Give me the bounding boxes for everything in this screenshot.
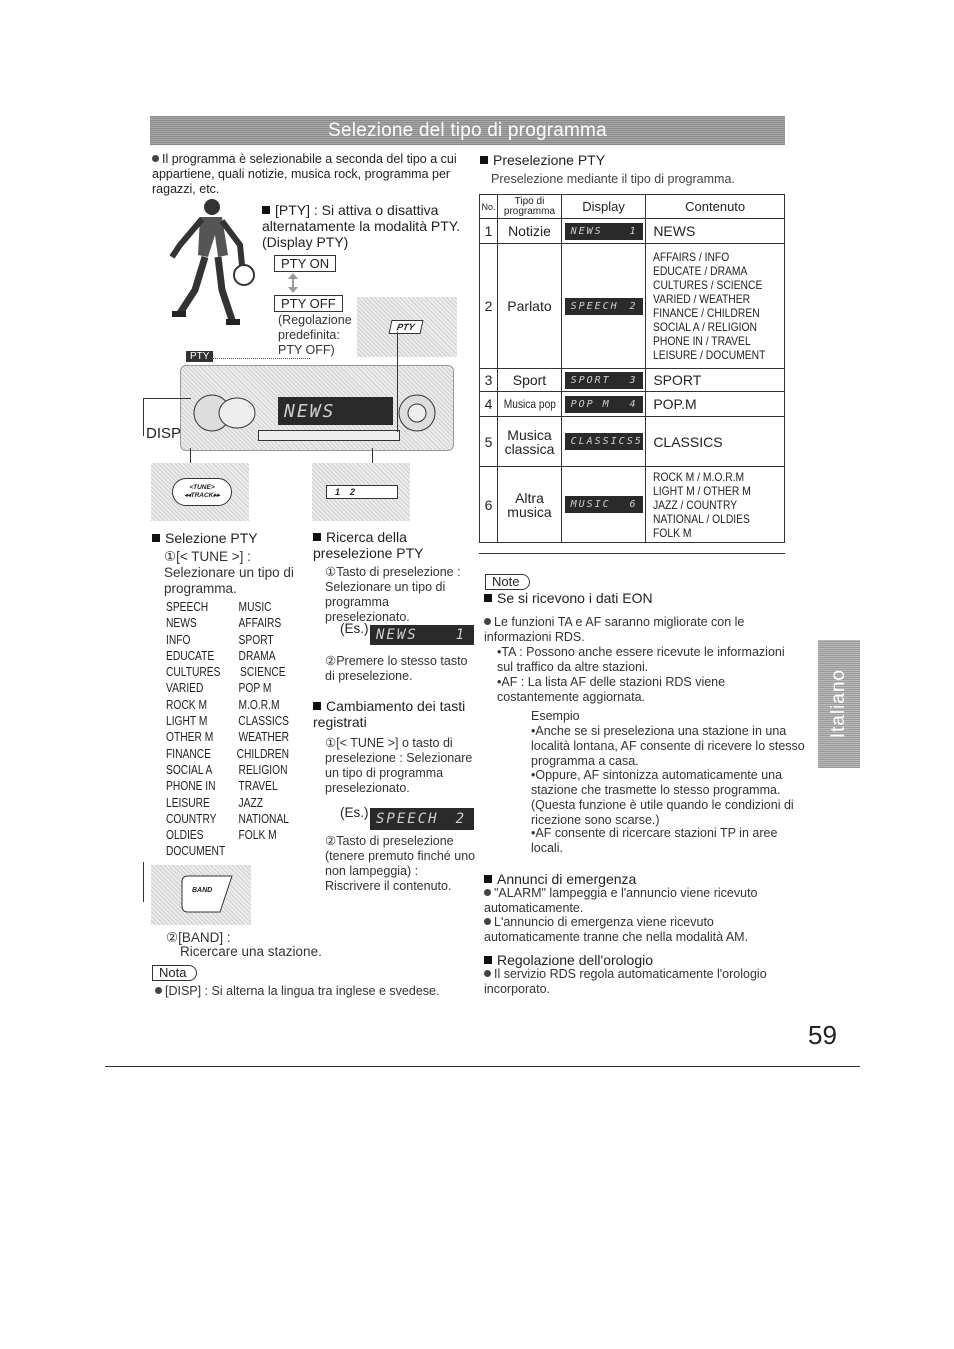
display-lcd — [565, 223, 643, 240]
arrow-icon — [218, 632, 239, 648]
pty-sequence-item: TRAVEL — [238, 779, 278, 794]
basketball-player-illustration — [160, 195, 260, 330]
pty-off-label: PTY OFF — [274, 295, 343, 312]
cell-no: 5 — [480, 417, 498, 467]
emergenza-2: L'annuncio di emergenza viene ricevuto automaticamente tranne che nella modalità AM. — [484, 915, 749, 944]
display-lcd — [565, 433, 643, 450]
contenuto-item: JAZZ / COUNTRY — [653, 497, 738, 512]
tune-callout-line — [190, 448, 191, 464]
display-lcd — [565, 372, 643, 389]
pty-sequence-item: DOCUMENT — [166, 844, 226, 859]
pty-heading: [PTY] : Si attiva o disattiva alternatamente la modalità PTY. (Display PTY) — [262, 202, 472, 250]
cell-contenuto — [646, 369, 785, 392]
cell-tipo: Musica pop — [502, 392, 556, 417]
page-title-bar — [150, 116, 785, 145]
preselezione-subtitle: Preselezione mediante il tipo di programma. — [491, 172, 735, 186]
cambiamento-lcd-num: 2 — [455, 811, 466, 827]
pty-sequence-item: PHONE IN — [166, 779, 216, 794]
cambiamento-lcd-text: SPEECH — [376, 811, 439, 827]
display-lcd-num: 5 — [634, 436, 643, 447]
contenuto-item: NATIONAL / OLDIES — [653, 511, 751, 526]
pty-sequence-item: M.O.R.M — [238, 697, 280, 712]
intro-text: Il programma è selezionabile a seconda del tipo a cui appartiene, quali notizie, musica rock, programma per ragazzi, etc. — [152, 152, 457, 196]
contenuto-item: SPORT — [653, 372, 702, 388]
selezione-step1: ①[< TUNE >] : Selezionare un tipo di programma. — [164, 549, 294, 596]
disp-line — [143, 398, 191, 399]
page-number: 59 — [808, 1020, 837, 1050]
pty-key[interactable]: PTY — [389, 320, 423, 334]
orologio-text: Il servizio RDS regola automaticamente l'orologio incorporato. — [484, 967, 767, 996]
arrow-icon — [218, 762, 239, 778]
selezione-step2-text: Ricercare una stazione. — [180, 944, 322, 959]
arrow-icon — [218, 811, 238, 827]
pty-sequence-item: ROCK M — [166, 697, 207, 712]
cell-no: 4 — [480, 392, 498, 417]
pty-sequence-item: FOLK M — [238, 828, 277, 843]
pty-sequence-row — [166, 746, 289, 762]
display-lcd-text: POP M — [570, 398, 611, 410]
display-lcd-num: 1 — [629, 225, 638, 237]
cell-display — [561, 219, 645, 244]
pty-sequence-item: COUNTRY — [166, 811, 217, 826]
preset-callout-line — [372, 448, 373, 464]
display-lcd — [565, 396, 643, 413]
cell-tipo: Altra musica — [498, 467, 562, 543]
cell-no: 6 — [480, 467, 498, 543]
esempio-3: •AF consente di ricercare stazioni TP in aree locali. — [531, 826, 778, 855]
cell-contenuto — [646, 417, 785, 467]
arrow-icon — [218, 680, 239, 696]
footer-rule — [105, 1066, 860, 1067]
pty-sequence-item: EDUCATE — [166, 648, 215, 663]
pty-sequence-item: VARIED — [166, 681, 204, 696]
band-key-icon[interactable] — [180, 874, 240, 914]
pty-sequence-row — [166, 632, 289, 648]
contenuto-item: CLASSICS — [653, 433, 723, 450]
pty-sequence-item: AFFAIRS — [238, 616, 282, 631]
pty-sequence-item: OLDIES — [166, 828, 204, 843]
pty-sequence-item: WEATHER — [238, 730, 289, 745]
display-lcd — [565, 298, 643, 315]
pty-sequence-item: NATIONAL — [238, 811, 289, 826]
table-bottom-rule — [479, 553, 785, 554]
esempio-label: Esempio — [531, 709, 580, 723]
cell-tipo: Musica classica — [498, 417, 562, 467]
table-header-row — [480, 195, 785, 219]
nota-label: Nota — [152, 965, 197, 981]
pty-sequence-item: FINANCE — [166, 746, 211, 761]
pty-sequence-list — [166, 599, 316, 860]
display-lcd-num: 2 — [629, 300, 638, 312]
volume-knob-icon[interactable] — [192, 388, 262, 438]
radio-lcd-display: NEWS — [278, 397, 393, 425]
bullet-icon — [484, 918, 491, 925]
selezione-heading: Selezione PTY — [152, 530, 258, 546]
cell-no: 2 — [480, 244, 498, 369]
disp-line-vertical — [143, 398, 144, 436]
pty-sequence-item: POP M — [238, 681, 272, 696]
pty-sequence-item: CHILDREN — [236, 746, 289, 761]
contenuto-item: SOCIAL A / RELIGION — [653, 320, 758, 334]
bullet-icon — [484, 970, 491, 977]
display-lcd-text: SPEECH — [570, 300, 619, 312]
pty-callout-line — [397, 332, 398, 432]
pty-sequence-item: LIGHT M — [166, 714, 208, 729]
ricerca-es-label: (Es.) — [340, 621, 369, 636]
arrow-icon — [218, 827, 239, 843]
cell-display — [561, 392, 645, 417]
contenuto-item: FOLK M — [653, 525, 692, 540]
preselezione-heading: Preselezione PTY — [480, 152, 605, 168]
arrow-icon — [218, 615, 239, 631]
display-lcd-text: SPORT — [570, 374, 611, 386]
pty-sequence-row — [166, 778, 289, 794]
table-row — [480, 219, 785, 244]
pty-on-label: PTY ON — [274, 255, 336, 272]
emergenza-1: "ALARM" lampeggia e l'annuncio viene ricevuto automaticamente. — [484, 886, 758, 915]
pty-sequence-row — [166, 811, 289, 827]
pty-sequence-item: SPORT — [238, 632, 274, 647]
pty-preset-table — [479, 194, 785, 543]
pty-sequence-item: JAZZ — [238, 795, 264, 810]
esempio-1: •Anche se si preseleziona una stazione in una località lontana, AF consente di ricevere lo stesso programma a casa. — [531, 724, 805, 768]
arrow-icon — [218, 599, 239, 615]
contenuto-item: FINANCE / CHILDREN — [653, 306, 760, 320]
nota-text: [DISP] : Si alterna la lingua tra inglese e svedese. — [155, 984, 470, 999]
contenuto-item: LEISURE / DOCUMENT — [653, 348, 766, 362]
cell-display — [561, 244, 645, 369]
language-side-tab-label: Italiano — [828, 669, 849, 739]
display-lcd-num: 4 — [629, 398, 638, 410]
cambiamento-es-label: (Es.) — [340, 805, 369, 820]
pty-sequence-item: DRAMA — [238, 648, 276, 663]
table-row — [480, 244, 785, 369]
arrow-icon — [218, 729, 238, 745]
pty-sequence-row — [166, 664, 289, 680]
pty-sequence-row — [166, 697, 289, 713]
arrow-icon — [220, 843, 241, 859]
cell-contenuto — [646, 244, 785, 369]
ricerca-lcd-text: NEWS — [376, 627, 418, 643]
ricerca-heading: Ricerca della preselezione PTY — [313, 529, 473, 561]
pty-default-note: (Regolazione predefinita: PTY OFF) — [278, 313, 352, 357]
cambiamento-example-lcd — [370, 808, 474, 830]
pty-sequence-item: INFO — [166, 632, 191, 647]
pty-sequence-row — [166, 599, 289, 615]
selezione-step2-title: ②[BAND] : — [166, 930, 231, 945]
bullet-icon — [484, 618, 491, 625]
cell-display — [561, 369, 645, 392]
header-display: Display — [561, 195, 645, 219]
band-callout-line — [143, 862, 144, 902]
cell-contenuto — [646, 392, 785, 417]
tune-knob-icon[interactable] — [395, 388, 440, 438]
ricerca-step1: ①Tasto di preselezione : Selezionare un tipo di programma preselezionato. — [325, 565, 461, 624]
pty-sequence-item: CLASSICS — [238, 714, 289, 729]
arrow-icon — [218, 795, 239, 811]
display-lcd-num: 3 — [629, 374, 638, 386]
pty-sequence-row — [166, 795, 289, 811]
preset-keys[interactable]: 1 2 — [326, 485, 398, 499]
pty-sequence-row — [166, 615, 289, 631]
contenuto-item: AFFAIRS / INFO — [653, 250, 730, 264]
contenuto-item: EDUCATE / DRAMA — [653, 264, 748, 278]
cell-no: 3 — [480, 369, 498, 392]
display-lcd-text: NEWS — [570, 225, 603, 237]
arrow-icon — [218, 778, 239, 794]
preset-buttons-strip[interactable] — [258, 430, 400, 441]
pty-sequence-row — [166, 680, 289, 696]
display-lcd-num: 6 — [629, 499, 638, 510]
pty-sequence-item: RELIGION — [238, 762, 288, 777]
cambiamento-heading: Cambiamento dei tasti registrati — [313, 698, 478, 730]
cell-display — [561, 417, 645, 467]
pty-sequence-row — [166, 762, 289, 778]
pty-sequence-item: SCIENCE — [240, 665, 286, 680]
contenuto-item: CULTURES / SCIENCE — [653, 278, 763, 292]
cell-tipo: Sport — [498, 369, 562, 392]
bullet-icon — [155, 987, 162, 994]
display-lcd-text: MUSIC — [570, 499, 611, 510]
pty-sequence-item: OTHER M — [166, 730, 214, 745]
header-tipo: Tipo di programma — [498, 195, 562, 219]
disp-label: DISP — [146, 425, 182, 442]
arrow-icon — [218, 713, 238, 729]
table-row — [480, 417, 785, 467]
tune-track-key[interactable]: <TUNE> ◂◂TRACK▸▸ — [172, 478, 232, 506]
pty-sequence-item: SOCIAL A — [166, 762, 213, 777]
arrow-icon — [220, 664, 240, 680]
cell-contenuto — [646, 219, 785, 244]
pty-sequence-row — [166, 827, 289, 843]
cambiamento-step2: ②Tasto di preselezione (tenere premuto finché uno non lampeggia) : Riscrivere il contenuto. — [325, 834, 476, 893]
pty-sequence-row — [166, 729, 289, 745]
pty-sequence-item: NEWS — [166, 616, 197, 631]
eon-ta: •TA : Possono anche essere ricevute le informazioni sul traffico da altre stazioni. — [497, 645, 785, 674]
orologio-heading: Regolazione dell'orologio — [484, 952, 653, 968]
pty-sequence-row — [166, 713, 289, 729]
eon-intro: Le funzioni TA e AF saranno migliorate con le informazioni RDS. — [484, 615, 745, 644]
eon-af: •AF : La lista AF delle stazioni RDS viene costantemente aggiornata. — [497, 675, 726, 704]
band-key-label: BAND — [192, 887, 213, 894]
page-title: Selezione del tipo di programma — [328, 119, 607, 141]
pty-sequence-item: LEISURE — [166, 795, 210, 810]
arrow-icon — [217, 746, 237, 762]
language-side-tab — [818, 640, 860, 768]
table-row — [480, 392, 785, 417]
bullet-icon — [152, 155, 159, 162]
toggle-arrow-icon — [286, 272, 300, 294]
eon-heading: Se si ricevono i dati EON — [484, 590, 653, 606]
ricerca-example-lcd — [370, 625, 474, 645]
header-no: No. — [480, 195, 498, 219]
bullet-icon — [484, 889, 491, 896]
pty-sequence-row — [166, 843, 289, 859]
contenuto-item: POP.M — [653, 396, 697, 412]
pty-sequence-row — [166, 648, 289, 664]
cell-no: 1 — [480, 219, 498, 244]
emergenza-heading: Annunci di emergenza — [484, 871, 636, 887]
contenuto-item: NEWS — [653, 223, 696, 239]
esempio-2: •Oppure, AF sintonizza automaticamente una stazione che trasmette lo stesso programma. (Questa funzione è utile quando le condizioni di ricezione sono scarse.) — [531, 768, 794, 827]
pty-leader-line — [212, 358, 310, 359]
pty-sequence-item: MUSIC — [238, 600, 272, 614]
arrow-icon — [218, 697, 239, 713]
cell-tipo: Parlato — [498, 244, 562, 369]
arrow-icon — [218, 648, 239, 664]
contenuto-item: ROCK M / M.O.R.M — [653, 469, 745, 484]
cambiamento-step1: ①[< TUNE >] o tasto di preselezione : Selezionare un tipo di programma preselezionato. — [325, 736, 473, 795]
ricerca-lcd-num: 1 — [455, 627, 466, 643]
header-contenuto: Contenuto — [646, 195, 785, 219]
table-row — [480, 467, 785, 543]
display-lcd — [565, 496, 643, 513]
cell-display — [561, 467, 645, 543]
pty-tag: PTY — [186, 351, 213, 362]
cell-contenuto — [646, 467, 785, 543]
table-row — [480, 369, 785, 392]
cell-tipo: Notizie — [498, 219, 562, 244]
pty-sequence-item: CULTURES — [166, 665, 221, 680]
pty-sequence-item: SPEECH — [166, 600, 209, 614]
note-label: Note — [485, 574, 530, 590]
contenuto-item: PHONE IN / TRAVEL — [653, 334, 752, 348]
ricerca-step2: ②Premere lo stesso tasto di preselezione. — [325, 654, 468, 683]
contenuto-item: LIGHT M / OTHER M — [653, 483, 752, 498]
display-lcd-text: CLASSICS — [570, 436, 635, 447]
contenuto-item: VARIED / WEATHER — [653, 292, 751, 306]
